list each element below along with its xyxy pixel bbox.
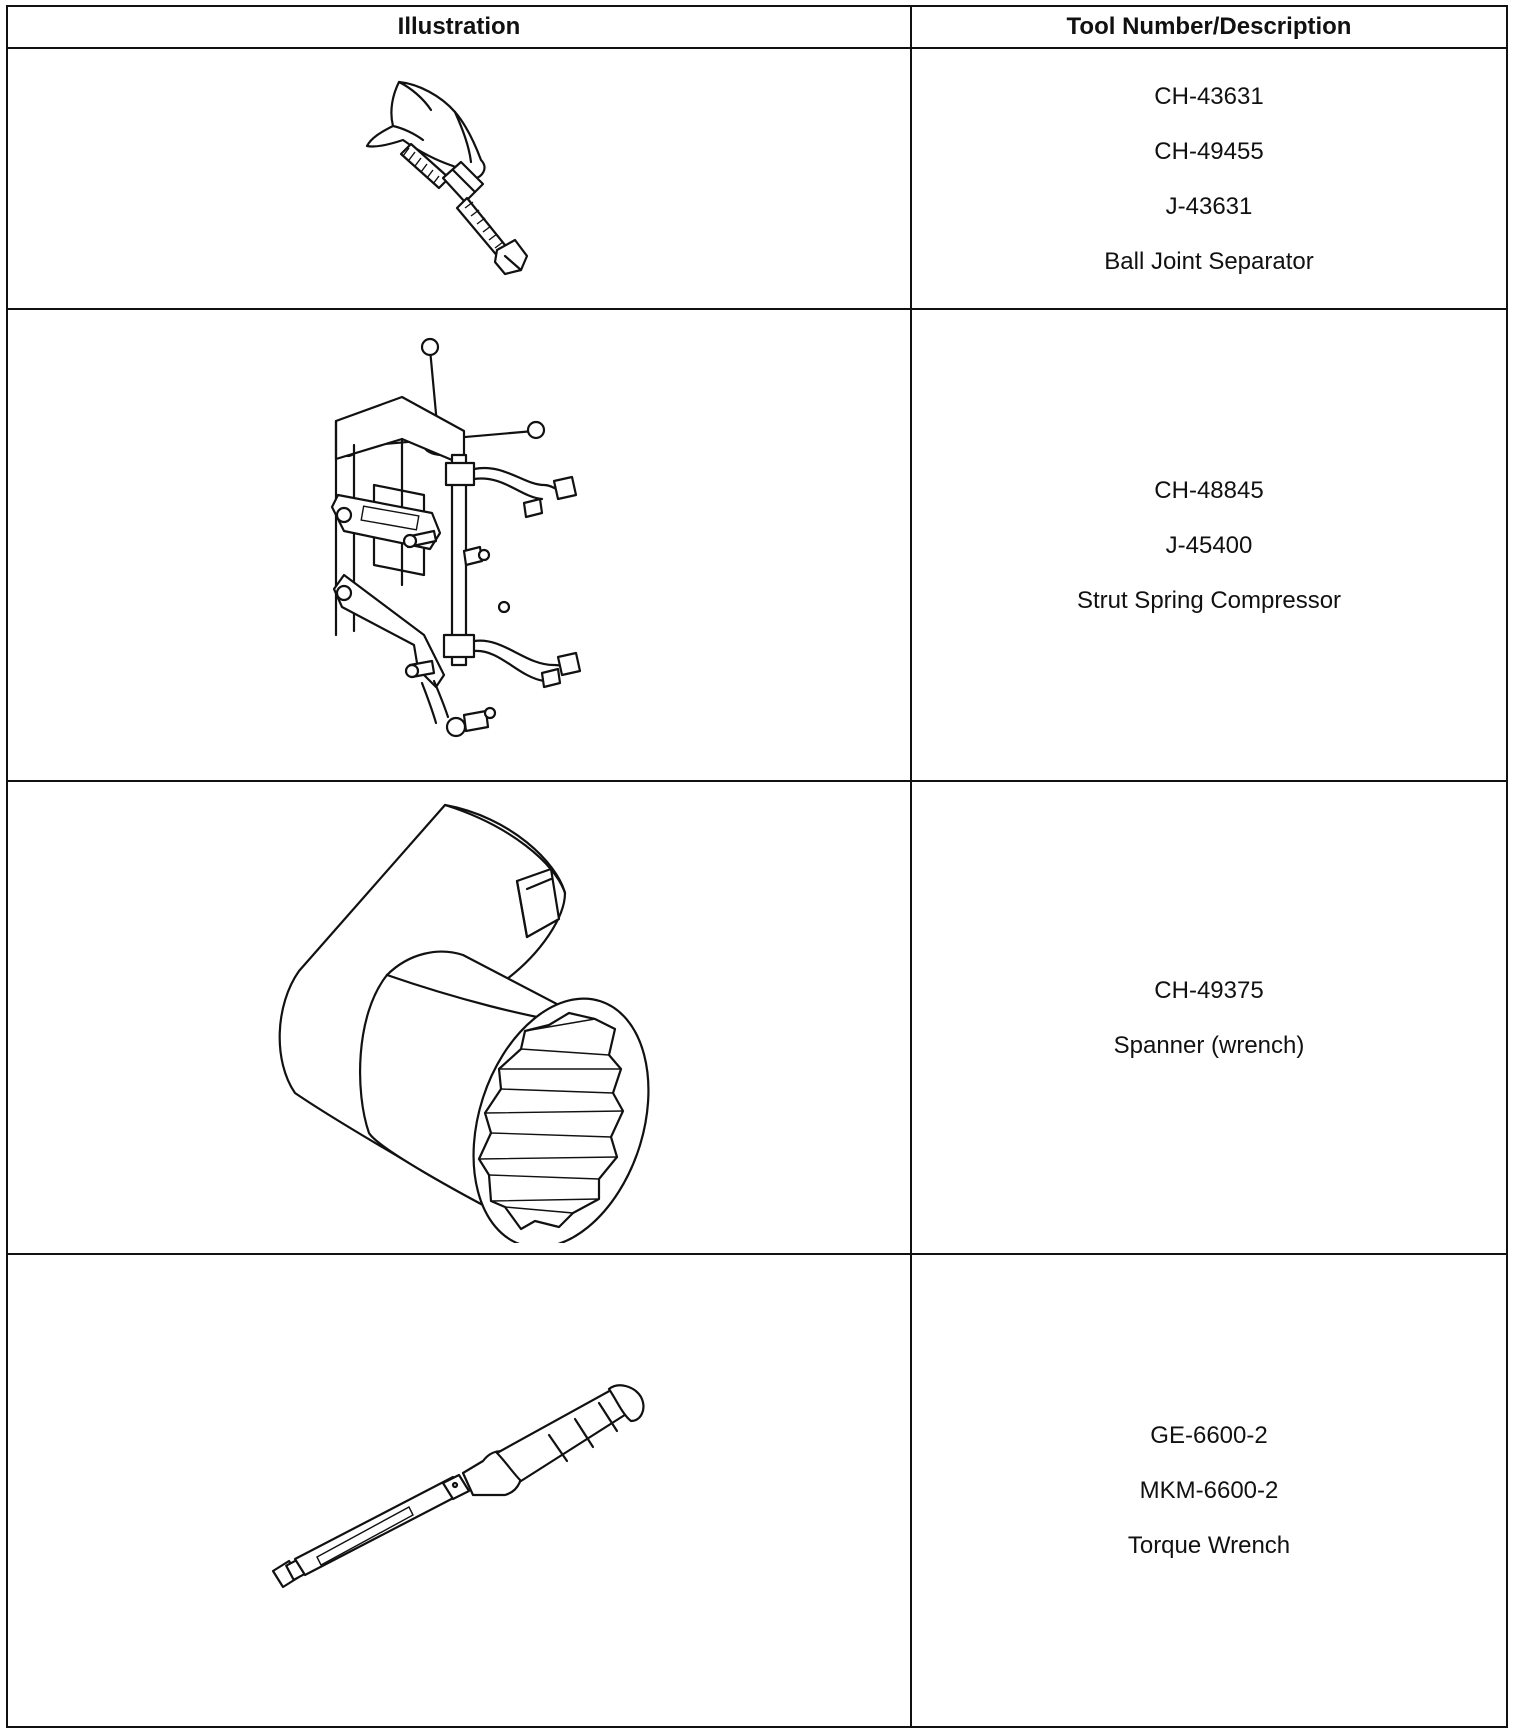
tool-number: GE-6600-2 (1150, 1422, 1268, 1449)
illustration-cell (7, 1254, 911, 1727)
tool-number: MKM-6600-2 (1139, 1477, 1279, 1504)
tool-number: CH-48845 (1154, 476, 1264, 504)
illustration-cell (7, 309, 911, 781)
table-row (7, 48, 1507, 309)
tool-name: Torque Wrench (1127, 1532, 1291, 1559)
tool-number: CH-49375 (1154, 976, 1264, 1004)
special-tools-table (6, 5, 1508, 1728)
tool-name: Ball Joint Separator (1104, 247, 1314, 275)
tool-number: CH-43631 (1154, 82, 1264, 110)
torque-wrench-icon (259, 1381, 659, 1601)
tool-number: J-45400 (1165, 531, 1253, 559)
tool-description-cell (911, 309, 1507, 781)
header-tool-description: Tool Number/Description (911, 6, 1507, 48)
illustration-cell (7, 48, 911, 309)
strut-spring-compressor-icon (314, 335, 604, 755)
tool-name: Strut Spring Compressor (1076, 586, 1342, 614)
table-row (7, 309, 1507, 781)
spanner-wrench-icon (259, 793, 659, 1243)
tool-number: J-43631 (1165, 192, 1253, 220)
table-row (7, 781, 1507, 1254)
illustration-cell (7, 781, 911, 1254)
table-row (7, 1254, 1507, 1727)
tool-number: CH-49455 (1154, 137, 1264, 165)
tool-description-cell (911, 48, 1507, 309)
tool-name: Spanner (wrench) (1113, 1031, 1305, 1059)
header-illustration: Illustration (7, 6, 911, 48)
tool-description-cell (911, 1254, 1507, 1727)
table-header-row (7, 6, 1507, 48)
ball-joint-separator-icon (359, 74, 559, 284)
tool-description-cell (911, 781, 1507, 1254)
